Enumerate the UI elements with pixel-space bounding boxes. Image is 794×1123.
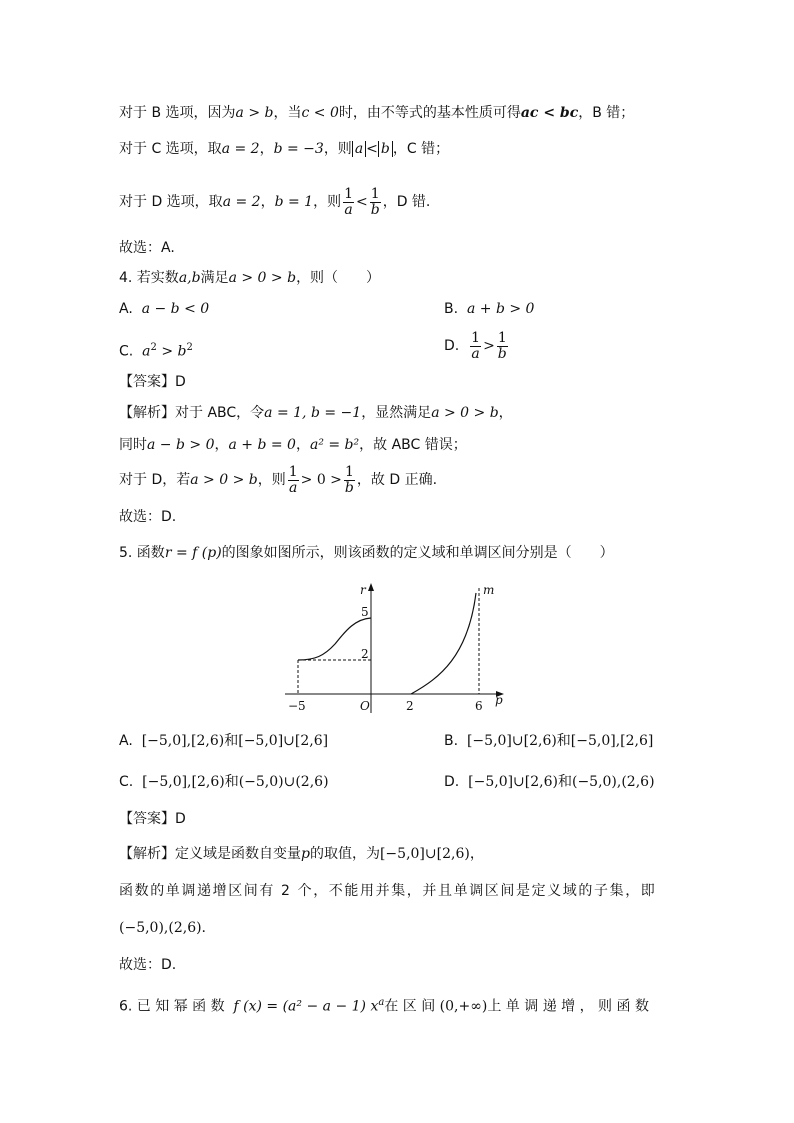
text: ， bbox=[214, 437, 229, 453]
math: ac < bc bbox=[520, 105, 579, 121]
option-expr: [−5,0]∪[2,6)和[−5,0],[2,6] bbox=[466, 733, 654, 749]
vline-label: m bbox=[483, 583, 495, 597]
text: 对于 B 选项，因为 bbox=[119, 105, 236, 121]
math: b = 1 bbox=[274, 194, 314, 210]
math: a > 0 > b bbox=[431, 405, 499, 421]
text: ， bbox=[498, 405, 513, 421]
option-label: D. bbox=[444, 338, 460, 354]
denominator: a bbox=[344, 201, 353, 218]
x-tick-6: 6 bbox=[475, 699, 483, 713]
x-tick-2: 2 bbox=[406, 699, 414, 713]
option-expr: a + b > 0 bbox=[466, 301, 535, 317]
q5-option-d bbox=[444, 772, 655, 792]
numerator: 1 bbox=[288, 463, 298, 480]
q5-answer: 【答案】D bbox=[119, 811, 186, 827]
denominator: a bbox=[471, 345, 480, 362]
denominator: b bbox=[344, 479, 354, 496]
math: < bbox=[366, 141, 378, 157]
question-6 bbox=[119, 993, 649, 1017]
y-axis-label: r bbox=[360, 583, 366, 597]
text: 对于 C 选项，取 bbox=[119, 141, 222, 157]
text: ，则 bbox=[313, 194, 342, 210]
text: 时，由不等式的基本性质可得 bbox=[338, 105, 521, 121]
text: 的取值，为 bbox=[309, 846, 380, 862]
math: 2 bbox=[186, 342, 193, 353]
q4-analysis-3 bbox=[119, 464, 437, 496]
math: a > 0 > b bbox=[228, 270, 297, 286]
text: 的图象如图所示，则该函数的定义域和单调区间分别是（ ） bbox=[221, 545, 614, 561]
math: (0,+∞) bbox=[439, 998, 488, 1015]
text: 【解析】定义域是函数自变量 bbox=[119, 846, 301, 862]
math: a = 1, b = −1 bbox=[264, 405, 362, 421]
numerator: 1 bbox=[344, 463, 354, 480]
text: ，B 错； bbox=[578, 105, 635, 121]
text: ，当 bbox=[273, 105, 302, 121]
text: ，则（ ） bbox=[296, 270, 381, 286]
q4-analysis-1 bbox=[119, 403, 513, 423]
q4-option-c bbox=[119, 338, 193, 362]
option-expr: [−5,0]∪[2,6)和(−5,0),(2,6) bbox=[468, 774, 655, 790]
math: b bbox=[177, 343, 187, 360]
option-label: B. bbox=[444, 733, 459, 749]
option-expr: a − b < 0 bbox=[141, 301, 210, 317]
curve-right bbox=[411, 593, 476, 694]
q5-analysis-2: 函数的单调递增区间有 2 个，不能用并集，并且单调区间是定义域的子集，即 bbox=[119, 883, 657, 899]
fraction bbox=[344, 465, 355, 496]
math: > bbox=[483, 338, 495, 354]
q4-option-b bbox=[444, 299, 534, 319]
text: 对于 D，若 bbox=[119, 472, 191, 488]
abs-a: a bbox=[352, 141, 366, 157]
option-label: A. bbox=[119, 733, 133, 749]
option-label: C. bbox=[119, 774, 134, 790]
y-axis-arrow bbox=[368, 583, 374, 591]
text: ， bbox=[260, 194, 275, 210]
denominator: b bbox=[497, 345, 507, 362]
math: f (x) = (a² − a − 1) x bbox=[233, 998, 379, 1015]
q5-option-b bbox=[444, 731, 653, 751]
text: 满足 bbox=[200, 270, 229, 286]
math: a > b bbox=[235, 105, 274, 121]
text: ，故 ABC 错误； bbox=[359, 437, 467, 453]
denominator: b bbox=[370, 201, 380, 218]
numerator: 1 bbox=[471, 329, 481, 346]
option-label: C. bbox=[119, 343, 134, 360]
denominator: a bbox=[289, 479, 298, 496]
q4-option-d bbox=[444, 330, 510, 362]
math: a − b > 0 bbox=[147, 437, 215, 453]
option-label: D. bbox=[444, 774, 460, 790]
math: a > 0 > b bbox=[190, 472, 258, 488]
selection-line: 故选：A. bbox=[119, 240, 175, 256]
option-label: B. bbox=[444, 301, 459, 317]
math: a = 2 bbox=[222, 194, 261, 210]
text: ， bbox=[259, 141, 274, 157]
x-tick-origin: O bbox=[360, 699, 370, 713]
math: > bbox=[156, 343, 178, 360]
text: 在 区 间 bbox=[384, 998, 436, 1015]
numerator: 1 bbox=[370, 185, 380, 202]
text: ，则 bbox=[257, 472, 286, 488]
y-tick-5: 5 bbox=[361, 605, 369, 619]
math: b = −3 bbox=[273, 141, 324, 157]
abs-b: b bbox=[378, 141, 393, 157]
option-label: A. bbox=[119, 301, 133, 317]
x-axis-label: p bbox=[495, 693, 503, 707]
q5-selection: 故选：D. bbox=[119, 957, 177, 973]
text: 4. 若实数 bbox=[119, 270, 179, 286]
q5-analysis-3: (−5,0),(2,6). bbox=[119, 920, 207, 936]
q4-analysis-2 bbox=[119, 435, 467, 455]
function-graph bbox=[280, 578, 515, 718]
text: ， bbox=[295, 437, 310, 453]
text: 对于 D 选项，取 bbox=[119, 194, 223, 210]
option-expr: [−5,0],[2,6)和(−5,0)∪(2,6) bbox=[142, 774, 329, 790]
q4-selection: 故选：D. bbox=[119, 509, 177, 525]
analysis-line-b bbox=[119, 103, 634, 123]
text: ，故 D 正确. bbox=[356, 472, 438, 488]
q5-analysis-1 bbox=[119, 844, 484, 864]
math: 2 bbox=[150, 342, 157, 353]
math: a² = b² bbox=[309, 437, 360, 453]
text: 5. 函数 bbox=[119, 545, 165, 561]
text: ，C 错； bbox=[392, 141, 450, 157]
fraction bbox=[343, 187, 354, 218]
math: a = 2 bbox=[221, 141, 260, 157]
text: ，则 bbox=[323, 141, 352, 157]
math: r = f (p) bbox=[164, 545, 222, 561]
question-5 bbox=[119, 543, 614, 563]
q4-answer: 【答案】D bbox=[119, 374, 186, 390]
option-expr: [−5,0],[2,6)和[−5,0]∪[2,6] bbox=[141, 733, 329, 749]
text: 6. 已 知 幂 函 数 bbox=[119, 998, 225, 1015]
text: 同时 bbox=[119, 437, 147, 453]
q5-option-c bbox=[119, 772, 329, 792]
math: c < 0 bbox=[301, 105, 339, 121]
fraction bbox=[370, 187, 381, 218]
math: p bbox=[301, 846, 310, 862]
text: ，显然满足 bbox=[361, 405, 432, 421]
math: a bbox=[378, 997, 385, 1008]
text: ， bbox=[469, 846, 484, 862]
math: a + b = 0 bbox=[228, 437, 296, 453]
numerator: 1 bbox=[497, 329, 507, 346]
q5-option-a bbox=[119, 731, 328, 751]
q4-option-a bbox=[119, 299, 209, 319]
math: > 0 > bbox=[300, 472, 342, 488]
x-tick-neg5: −5 bbox=[288, 699, 306, 713]
math: a,b bbox=[178, 270, 201, 286]
y-tick-2: 2 bbox=[361, 647, 369, 661]
fraction bbox=[470, 331, 481, 362]
fraction bbox=[288, 465, 299, 496]
text: 上 单 调 递 增 ， 则 函 数 bbox=[487, 998, 649, 1015]
text: 【解析】对于 ABC，令 bbox=[119, 405, 265, 421]
numerator: 1 bbox=[344, 185, 353, 202]
math: < bbox=[356, 194, 368, 210]
math: [−5,0]∪[2,6) bbox=[379, 846, 470, 862]
analysis-line-d bbox=[119, 186, 430, 218]
fraction bbox=[497, 331, 508, 362]
analysis-line-c bbox=[119, 139, 449, 159]
math: a bbox=[142, 343, 151, 360]
question-4 bbox=[119, 268, 380, 288]
text: ，D 错. bbox=[382, 194, 431, 210]
